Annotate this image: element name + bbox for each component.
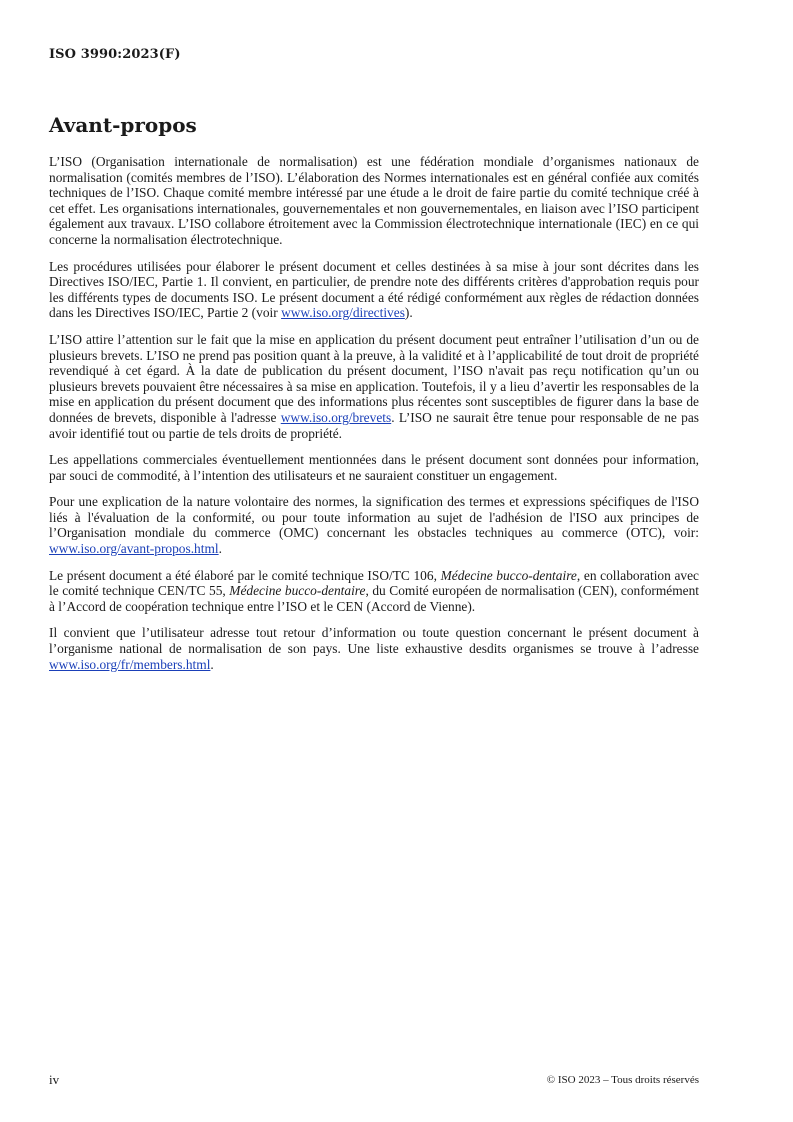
paragraph-text: Pour une explication de la nature volontaire des normes, la signification des termes et expressions spécifiques de l'ISO liés à l'évaluation de la conformité, ou pour toute information au sujet de l'adhésion de l'ISO aux principes de l’Organisation mondiale du commerce (OMC) concernant les obstacles techniques au commerce (OTC), voir: [49, 494, 699, 541]
paragraph-text: . [210, 656, 214, 672]
paragraph-iso-intro: L’ISO (Organisation internationale de normalisation) est une fédération mondiale d’organismes nationaux de normalisation (comités membres de l’ISO). L’élaboration des Normes internationales est en général confiée aux comités techniques de l’ISO. Chaque comité membre intéressé par une étude a le droit de faire partie du comité technique créé à cet effet. Les organisations internationales, gouvernementales et non gouvernementales, en liaison avec l’ISO participent également aux travaux. L’ISO collabore étroitement avec la Commission électrotechnique internationale (IEC) en ce qui concerne la normalisation électrotechnique. [49, 154, 699, 247]
foreword-body [49, 154, 699, 683]
paragraph-text: Il convient que l’utilisateur adresse tout retour d’information ou toute question concernant le présent document à l’organisme national de normalisation de son pays. Une liste exhaustive desdits organismes se trouve à l’adresse [49, 625, 699, 657]
committee-title-italic: Médecine bucco-dentaire [229, 583, 366, 599]
directives-link[interactable]: www.iso.org/directives [281, 305, 405, 321]
copyright-notice: © ISO 2023 – Tous droits réservés [546, 1074, 699, 1086]
paragraph-text: Le présent document a été élaboré par le comité technique ISO/TC 106, [49, 567, 441, 583]
paragraph-voluntary-nature [49, 494, 699, 556]
paragraph-text: . L’ISO ne saurait être tenue pour responsable de ne pas avoir identifié tout ou partie de tels droits de propriété. [49, 409, 700, 441]
foreword-link[interactable]: www.iso.org/avant-propos.html [49, 541, 219, 557]
patents-link[interactable]: www.iso.org/brevets [280, 409, 392, 425]
document-id: ISO 3990:2023(F) [49, 47, 181, 62]
paragraph-trade-names: Les appellations commerciales éventuellement mentionnées dans le présent document sont données pour information, par souci de commodité, à l’intention des utilisateurs et ne sauraient constituer un engagement. [49, 452, 699, 483]
committee-title-italic: Médecine bucco-dentaire [440, 567, 577, 583]
paragraph-committee [49, 568, 699, 615]
paragraph-text: ). [404, 305, 413, 321]
page-title: Avant-propos [49, 113, 197, 137]
paragraph-text: L’ISO attire l’attention sur le fait que la mise en application du présent document peut entraîner l’utilisation d’un ou de plusieurs brevets. L’ISO ne prend pas position quant à la preuve, à la validité et à l’applicabilité de tout droit de propriété revendiqué à cet égard. À la date de publication du présent document, l’ISO n'avait pas reçu notification qu’un ou plusieurs brevets pouvaient être nécessaires à sa mise en application. Toutefois, il y a lieu d’avertir les responsables de la mise en application du présent document que des informations plus récentes sont susceptibles de figurer dans la base de données de brevets, disponible à l'adresse [49, 331, 699, 425]
paragraph-text: , du Comité européen de normalisation (CEN), conformément à l’Accord de coopération technique entre l’ISO et le CEN (Accord de Vienne). [49, 583, 699, 614]
members-link[interactable]: www.iso.org/fr/members.html [49, 656, 211, 672]
paragraph-procedures [49, 259, 699, 321]
page-number: iv [49, 1072, 60, 1087]
paragraph-text: Les procédures utilisées pour élaborer le présent document et celles destinées à sa mise à jour sont décrites dans les Directives ISO/IEC, Partie 1. Il convient, en particulier, de prendre note des différents critères d'approbation requis pour les différents types de documents ISO. Le présent document a été rédigé conformément aux règles de rédaction données dans les Directives ISO/IEC, Partie 2 (voir [49, 258, 699, 321]
paragraph-feedback [49, 625, 699, 672]
paragraph-patents [49, 332, 699, 441]
paragraph-text: . [218, 541, 222, 557]
paragraph-text: , en collaboration avec le comité technique CEN/TC 55, [49, 567, 700, 599]
